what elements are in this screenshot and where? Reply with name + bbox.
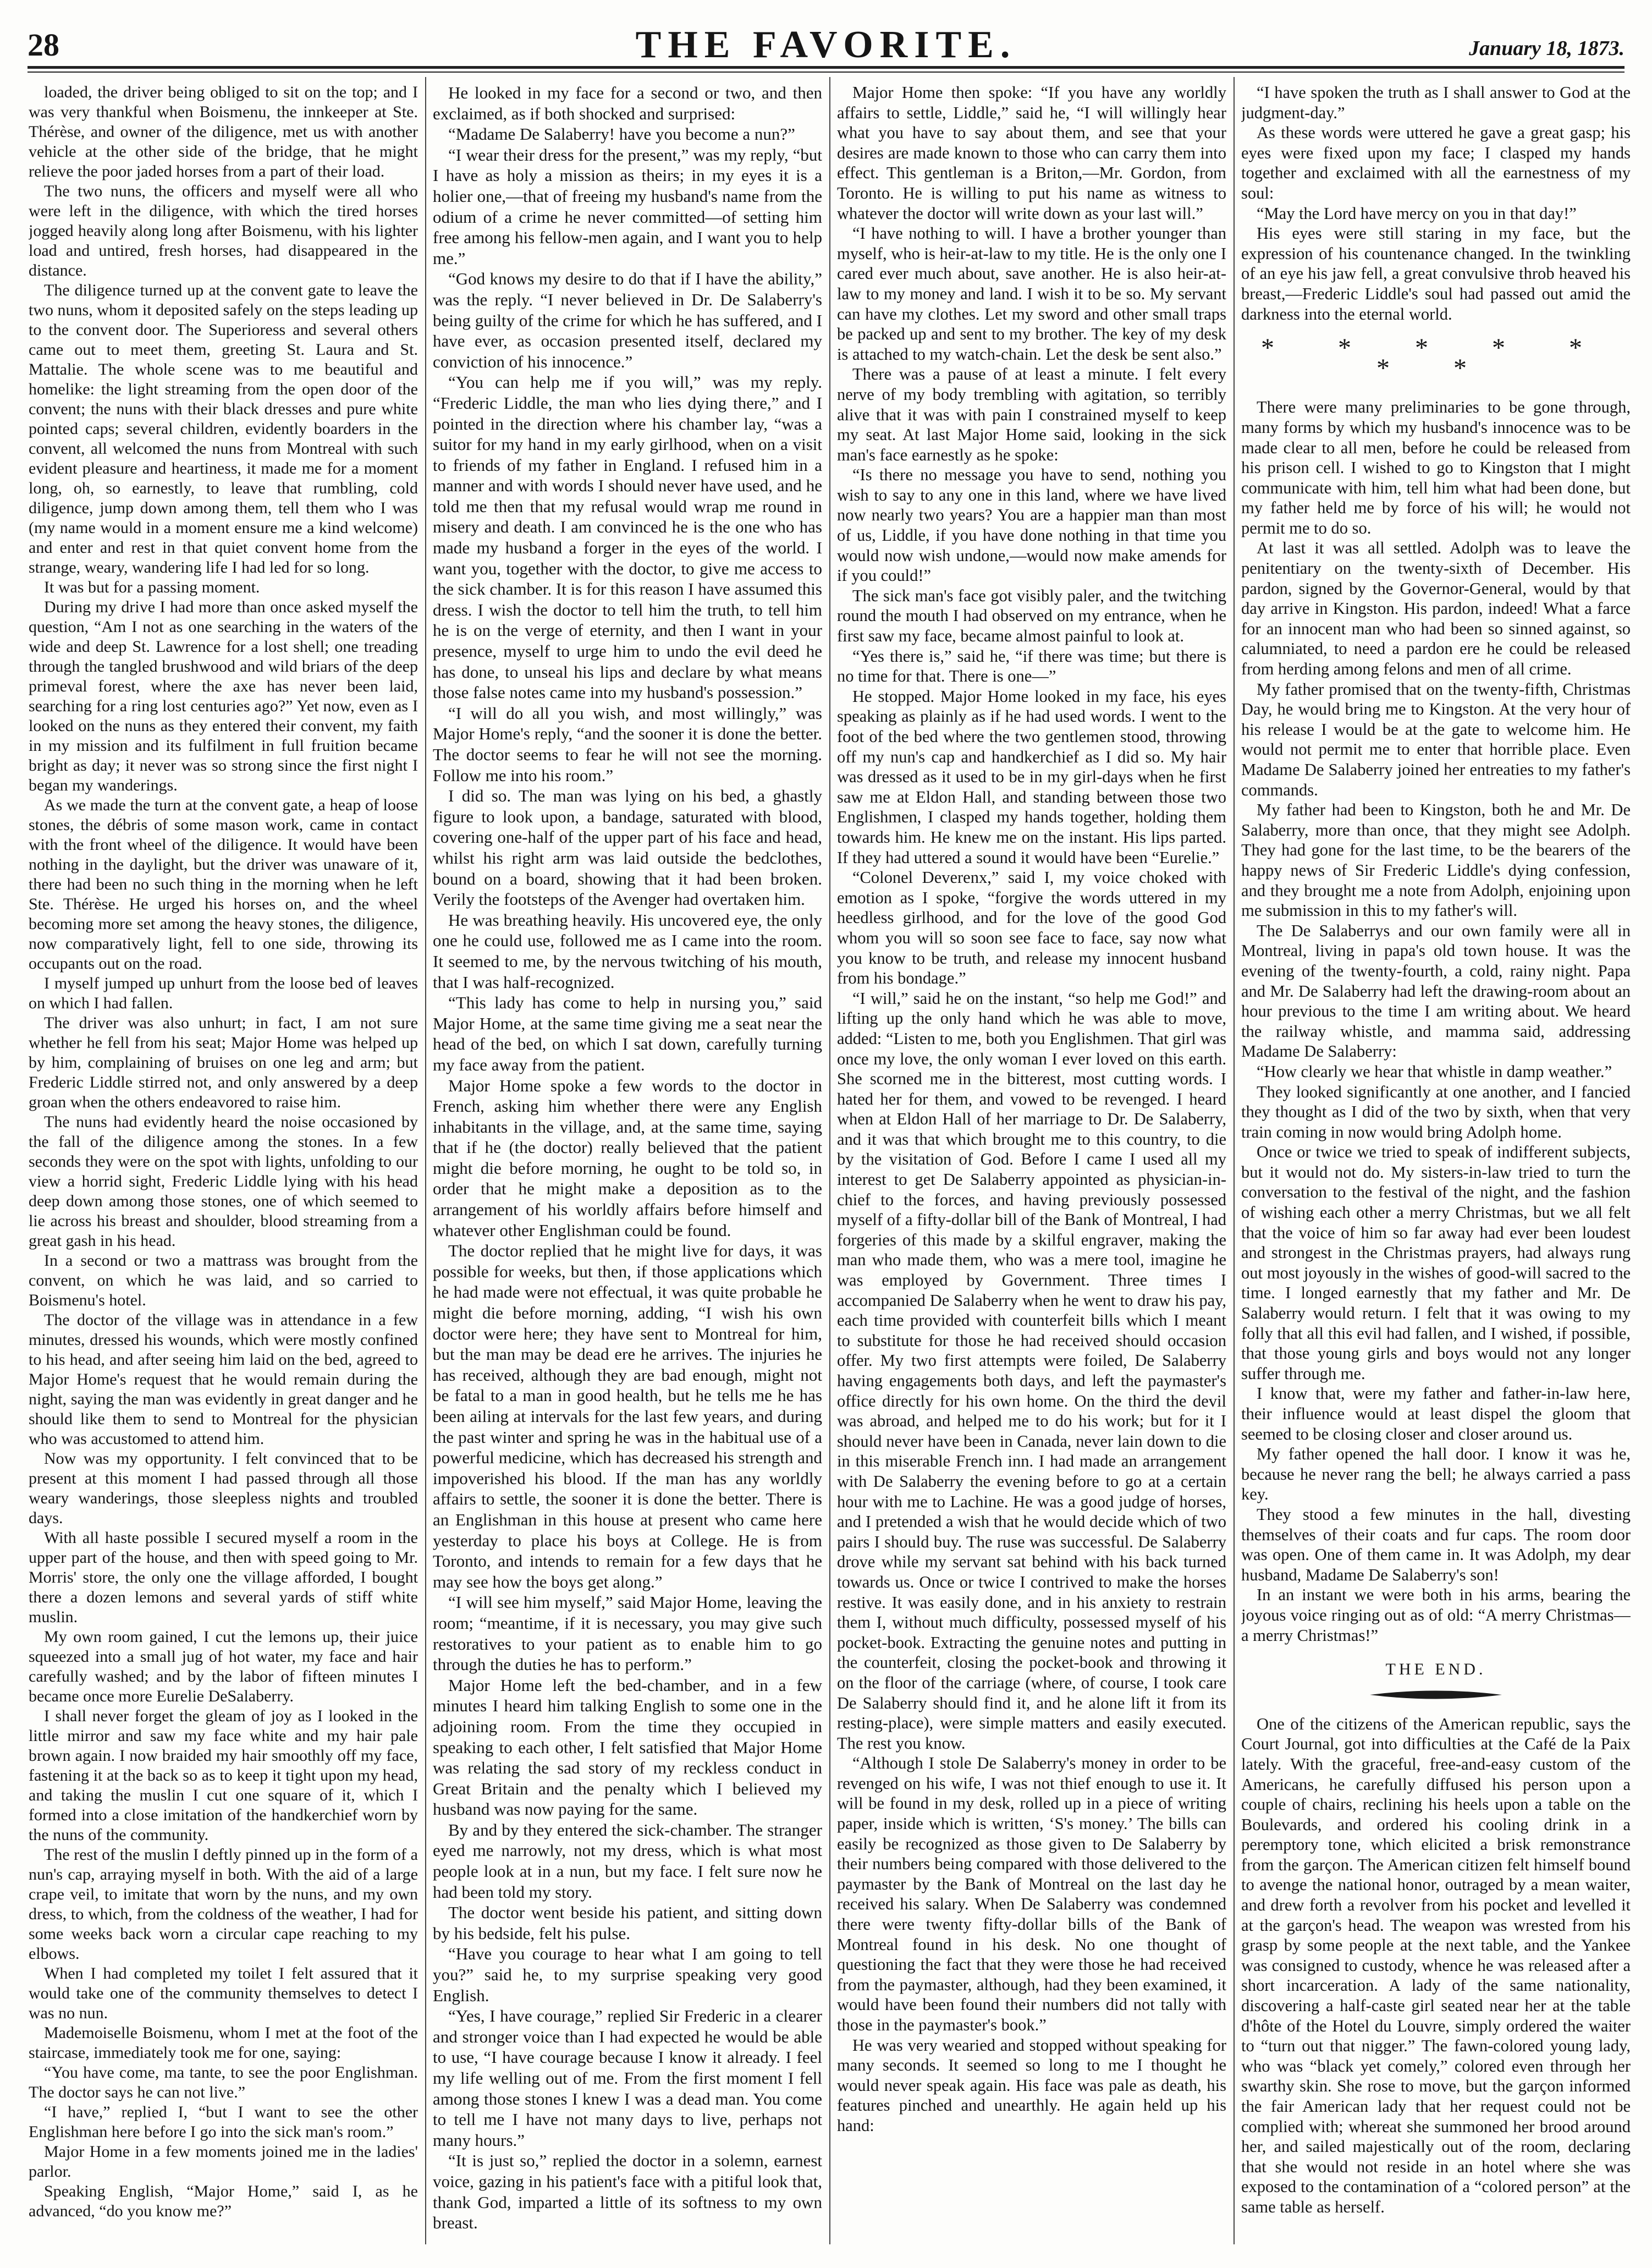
paragraph: “Yes, I have courage,” replied Sir Frederic in a clearer and stronger voice than I had expected he would be able to use, “I have courage because I know it already. I feel my life welling out of me. From the first moment I fell among those stones I knew I was a dead man. You come to tell me I have not many days to live, perhaps not many hours.” — [433, 2006, 822, 2150]
anecdote-article — [1241, 1714, 1631, 2217]
paragraph: The nuns had evidently heard the noise occasioned by the fall of the diligence among the stones. In a few seconds they were on the spot with lights, unfolding to our view a horrid sight, Frederic Liddle lying with his head deep down among those stones, one of which seemed to lie across his breast and shoulder, blood streaming from a great gash in his head. — [29, 1113, 418, 1250]
paragraph: “You can help me if you will,” was my reply. “Frederic Liddle, the man who lies dying there,” and I pointed in the direction where his chamber lay, “was a suitor for my hand in my early girlhood, when on a visit to friends of my father in England. I refused him in a manner and with words I should never have used, and he told me then that my refusal would wrap me round in misery and death. I am convinced he is the one who has made my husband a forger in the eyes of the world. I want you, together with the doctor, to give me access to the sick chamber. It is for this reason I have assumed this dress. I wish the doctor to tell him the truth, to tell him he is on the verge of eternity, and then I want in your presence, myself to urge him to undo the evil deed he has done, to unseal his lips and declare by what means those false notes came into my husband's possession.” — [433, 372, 822, 702]
story-conclusion — [1241, 83, 1631, 324]
paragraph: The two nuns, the officers and myself were all who were left in the diligence, with which the tired horses jogged heavily along long after Boismenu, with his lighter load and untired, fresh horses, had disappeared in the distance. — [29, 182, 418, 279]
paragraph: I shall never forget the gleam of joy as I looked in the little mirror and saw my face white and my hair pale brown again. I now braided my hair smoothly off my face, fastening it at the back so as to keep it tight upon my head, and taking the muslin I cut one square of it, which I formed into a close imitation of the handkerchief worn by the nuns of the community. — [29, 1707, 418, 1844]
paragraph: Major Home spoke a few words to the doctor in French, asking him whether there were any English inhabitants in the village, and, at the same time, saying that if he (the doctor) really believed that the patient might die before morning, he ought to be told so, in order that he might make a deposition as to the arrangement of his worldly affairs before himself and whatever other Englishman could be found. — [433, 1075, 822, 1240]
paragraph: “Colonel Deverenx,” said I, my voice choked with emotion as I spoke, “forgive the words uttered in my heedless girlhood, and for the love of the good God whom you will so soon see face to face, say now what you know to be truth, and release my innocent husband from his bondage.” — [837, 868, 1226, 988]
paragraph: He was very wearied and stopped without speaking for many seconds. It seemed so long to me I thought he would never speak again. His face was pale as death, his features pinched and unearthly. He again held up his hand: — [837, 2035, 1226, 2135]
paragraph: loaded, the driver being obliged to sit on the top; and I was very thankful when Boismenu, the innkeeper at Ste. Thérèse, and owner of the diligence, met us with another vehicle at the other side of the bridge, that he might relieve the poor jaded horses from a part of their load. — [29, 83, 418, 180]
paragraph: I know that, were my father and father-in-law here, their influence would at least dispel the gloom that seemed to be closing closer and closer around us. — [1241, 1384, 1631, 1443]
paragraph: Mademoiselle Boismenu, whom I met at the foot of the staircase, immediately took me for one, saying: — [29, 2024, 418, 2062]
paragraph: By and by they entered the sick-chamber. The stranger eyed me narrowly, not my dress, which is what most people look at in a nun, but my face. I felt sure now he had been told my story. — [433, 1820, 822, 1902]
paragraph: Major Home in a few moments joined me in the ladies' parlor. — [29, 2143, 418, 2181]
ornament-rule-icon — [1364, 1688, 1507, 1702]
paragraph: During my drive I had more than once asked myself the question, “Am I not as one searching in the waters of the wide and deep St. Lawrence for a lost shell; one treading through the tangled brushwood and wild briars of the deep primeval forest, where the axe has never been laid, searching for a ring lost centuries ago?” Yet now, even as I looked on the nuns as they entered their convent, my faith in my mission and its fulfilment in full fruition became bright as day; it never was so strong since the first night I began my wanderings. — [29, 598, 418, 794]
paragraph: The sick man's face got visibly paler, and the twitching round the mouth I had observed on my entrance, when he first saw my face, became almost painful to look at. — [837, 586, 1226, 646]
paragraph: When I had completed my toilet I felt assured that it would take one of the community themselves to detect I was no nun. — [29, 1964, 418, 2022]
paragraph: The rest of the muslin I deftly pinned up in the form of a nun's cap, arraying myself in both. With the aid of a large crape veil, to imitate that worn by the nuns, and my own dress, to which, from the coldness of the weather, I had for some weeks back worn a circular cape reaching to my elbows. — [29, 1846, 418, 1963]
paragraph: At last it was all settled. Adolph was to leave the penitentiary on the twenty-sixth of December. His pardon, signed by the Governor-General, would by that day arrive in Kingston. His pardon, indeed! What a farce for an innocent man who had been so sinned against, so calumniated, to need a pardon ere he could be released from herding among felons and men of all crime. — [1241, 539, 1631, 679]
column-1 — [29, 83, 418, 2244]
paragraph: He was breathing heavily. His uncovered eye, the only one he could use, followed me as I came into the room. It seemed to me, by the nervous twitching of his mouth, that I was half-recognized. — [433, 910, 822, 992]
paragraph: “You have come, ma tante, to see the poor Englishman. The doctor says he can not live.” — [29, 2063, 418, 2101]
paragraph: “I will,” said he on the instant, “so help me God!” and lifting up the only hand which he was able to move, added: “Listen to me, both you Englishmen. That girl was once my love, the only woman I ever loved on this earth. She scorned me in the bitterest, most cutting words. I hated her for them, and vowed to be revenged. I heard when at Eldon Hall of her marriage to Dr. De Salaberry, and it was that which brought me to this country, to die by the visitation of God. Before I came I used all my interest to get De Salaberry appointed as physician-in-chief to the forces, and having previously possessed myself of a fifty-dollar bill of the Bank of Montreal, I had forgeries of this made by a skilful engraver, making the man who made them, who was a mere tool, imagine he was employed by Government. Three times I accompanied De Salaberry when he went to draw his pay, each time provided with counterfeit bills which I meant to substitute for those he had received should occasion offer. My two first attempts were foiled, De Salaberry having engagements both days, and left the paymaster's office directly for his own home. On the third the devil was abroad, and helped me to do his work; but for it I should never have been in Canada, never lain down to die in this miserable French inn. I had made an arrangement with De Salaberry the evening before to go at a certain hour with me to Lachine. He was a good judge of horses, and I pretended a wish that he would decide which of two pairs I should buy. The ruse was successful. De Salaberry drove while my servant sat behind with his back turned towards us. Once or twice I contrived to make the horses restive. It was easily done, and in his anxiety to restrain them I, without much difficulty, possessed myself of his pocket-book. Extracting the genuine notes and putting in the counterfeit, closing the pocket-book and throwing it on the floor of the carriage (where, of course, I took care De Salaberry should find it, and he alone lift it from its resting-place), were simple matters and easily executed. The rest you know. — [837, 989, 1226, 1753]
paragraph: “I will see him myself,” said Major Home, leaving the room; “meantime, if it is necessary, you may give such restoratives to your patient as to enable him to go through the duties he has to perform.” — [433, 1592, 822, 1674]
issue-date: January 18, 1873. — [1469, 37, 1625, 60]
the-end-label: THE END. — [1385, 1660, 1486, 1679]
column-divider — [425, 77, 426, 2244]
paragraph: “God knows my desire to do that if I have the ability,” was the reply. “I never believed in Dr. De Salaberry's being guilty of the crime for which he has suffered, and I have ever, as occasion presented itself, declared my conviction of his innocence.” — [433, 269, 822, 371]
header-rule-thin — [27, 72, 1625, 73]
paragraph: They stood a few minutes in the hall, divesting themselves of their coats and fur caps. The room door was open. One of them came in. It was Adolph, my dear husband, Madame De Salaberry's son! — [1241, 1504, 1631, 1584]
paragraph: He looked in my face for a second or two, and then exclaimed, as if both shocked and surprised: — [433, 83, 822, 123]
paragraph: “It is just so,” replied the doctor in a solemn, earnest voice, gazing in his patient's face with a pitiful look that, thank God, imparted a little of its softness to my own breast. — [433, 2151, 822, 2233]
paragraph: He stopped. Major Home looked in my face, his eyes speaking as plainly as if he had used words. I went to the foot of the bed where the two gentlemen stood, throwing off my nun's cap and handkerchief as I did so. My hair was dressed as it used to be in my girl-days when he first saw me at Eldon Hall, and standing between those two Englishmen, I clasped my hands together, holding them towards him. He knew me on the instant. His lips parted. If they had uttered a sound it would have been “Eurelie.” — [837, 687, 1226, 867]
paragraph: Once or twice we tried to speak of indifferent subjects, but it would not do. My sisters-in-law tried to turn the conversation to the festival of the night, and the fashion of wishing each other a merry Christmas, but we all felt that the voice of him so far away had ever been loudest and strongest in the Christmas prayers, had always rung out most joyously in the wishes of good-will sacred to the time. I longed earnestly that my father and Mr. De Salaberry would return. I felt that it was owing to my folly that all this evil had fallen, and I wished, if possible, that those young girls and boys would not any longer suffer through me. — [1241, 1143, 1631, 1383]
paragraph: One of the citizens of the American republic, says the Court Journal, got into difficulties at the Café de la Paix lately. With the graceful, free-and-easy custom of the Americans, he carefully diffused his person upon a couple of chairs, reclining his heels upon a table on the Boulevards, and ordered his cooling drink in a peremptory tone, which elicited a brisk remonstrance from the garçon. The American citizen felt himself bound to avenge the national honor, outraged by a mean waiter, and drew forth a revolver from his pocket and levelled it at the garçon's head. The weapon was wrested from his grasp by some people at the next table, and the Yankee was consigned to custody, whence he was released after a short incarceration. A lady of the same nationality, discovering a half-caste girl seated near her at the table d'hôte of the Hotel du Louvre, simply ordered the waiter to “turn out that nigger.” The fawn-colored young lady, who was “black yet comely,” colored even through her swarthy skin. She rose to move, but the garçon informed the fair American lady that her request could not be complied with; whereat she summoned her brood around her, and sailed majestically out of the room, declaring that she would not reside in an hotel where she was exposed to the contamination of a “colored person” at the same table as herself. — [1241, 1714, 1631, 2216]
paragraph: Speaking English, “Major Home,” said I, as he advanced, “do you know me?” — [29, 2182, 418, 2220]
page-number: 28 — [27, 27, 59, 63]
section-break-stars: * * * * * * * — [1261, 333, 1611, 383]
paragraph: “Madame De Salaberry! have you become a nun?” — [448, 124, 795, 144]
paragraph: “I will do all you wish, and most willingly,” was Major Home's reply, “and the sooner it is done the better. The doctor seems to fear he will not see the morning. Follow me into his room.” — [433, 703, 822, 785]
paragraph: There were many preliminaries to be gone through, many forms by which my husband's innocence was to be made clear to all men, before he could be released from his prison cell. I wished to go to Kingston that I might communicate with him, tell him what had been done, but my father held me by force of his will; he would not permit me to do so. — [1241, 398, 1631, 537]
paragraph: His eyes were still staring in my face, but the expression of his countenance changed. In the twinkling of an eye his jaw fell, a great convulsive throb heaved his breast,—Frederic Liddle's soul had passed out amid the darkness into the eternal world. — [1241, 224, 1631, 323]
paragraph: The De Salaberrys and our own family were all in Montreal, living in papa's old town house. It was the evening of the twenty-fourth, a cold, rainy night. Papa and Mr. De Salaberry had left the drawing-room about an hour previous to the time I am writing about. We heard the railway whistle, and mamma said, addressing Madame De Salaberry: — [1241, 921, 1631, 1061]
paragraph: My father promised that on the twenty-fifth, Christmas Day, he would bring me to Kingston. At the very hour of his release I would be at the gate to welcome him. He would not permit me to enter that horrible place. Even Madame De Salaberry joined her entreaties to my father's commands. — [1241, 679, 1631, 799]
paragraph: My father opened the hall door. I know it was he, because he never rang the bell; he always carried a pass key. — [1241, 1445, 1631, 1504]
column-divider — [829, 77, 830, 2244]
paragraph: “Although I stole De Salaberry's money in order to be revenged on his wife, I was not thief enough to use it. It will be found in my desk, rolled up in a piece of writing paper, inside which is written, ‘S's money.’ The bills can easily be recognized as those given to De Salaberry by their numbers being compared with those delivered to the paymaster by the Bank of Montreal on the last day he received his salary. When De Salaberry was condemned there were twenty fifty-dollar bills of the Bank of Montreal found in his desk. No one thought of questioning the fact that they were those he had received from the paymaster, although, had they been examined, it would have been found their numbers did not tally with those in the paymaster's book.” — [837, 1754, 1226, 2034]
paragraph: My own room gained, I cut the lemons up, their juice squeezed into a small jug of hot water, my face and hair carefully washed; and by the labor of fifteen minutes I became once more Eurelie DeSalaberry. — [29, 1628, 418, 1705]
paragraph: “I wear their dress for the present,” was my reply, “but I have as holy a mission as theirs; in my eyes it is a holier one,—that of freeing my husband's name from the odium of a crime he never committed—of setting him free among his fellow-men again, and I want you to help me.” — [433, 145, 822, 268]
paragraph: “May the Lord have mercy on you in that day!” — [1257, 204, 1577, 223]
paragraph: The doctor replied that he might live for days, it was possible for weeks, but then, if those applications which he had made were not effectual, it was quite probable he might die before morning, adding, “I wish his own doctor were here; they have sent to Montreal for him, but the man may be dead ere he arrives. The injuries he has received, although they are bad enough, might not be fatal to a man in good health, but he tells me he has been ailing at intervals for the last few years, and during the past winter and spring he was in the habitual use of a powerful medicine, which has decreased his strength and impoverished his blood. If the man has any worldly affairs to settle, the sooner it is done the better. There is an Englishman in this house at present who came here yesterday to place his boys at College. He is from Toronto, and intends to remain for a few days that he may see how the boys get along.” — [433, 1241, 822, 1591]
paragraph: They looked significantly at one another, and I fancied they thought as I did of the two by sixth, when that very train coming in now would bring Adolph home. — [1241, 1082, 1631, 1141]
paragraph: The doctor of the village was in attendance in a few minutes, dressed his wounds, which were mostly confined to his head, and after seeing him laid on the bed, agreed to Major Home's request that he would remain during the night, saying the man was evidently in great danger and he should like them to send to Montreal for the physician who was accustomed to attend him. — [29, 1311, 418, 1448]
paragraph: “I have nothing to will. I have a brother younger than myself, who is heir-at-law to my title. He is the only one I cared ever much about, save another. He is also heir-at-law to my money and land. I wish it to be so. My servant can have my clothes. Let my sword and other small traps be packed up and sent to my brother. The key of my desk is attached to my watch-chain. Let the desk be sent also.” — [837, 224, 1226, 364]
paragraph: “How clearly we hear that whistle in damp weather.” — [1257, 1062, 1612, 1081]
paragraph: Major Home then spoke: “If you have any worldly affairs to settle, Liddle,” said he, “I will willingly hear what you have to say about them, and see that your desires are made known to those who can carry them into effect. This gentleman is a Briton,—Mr. Gordon, from Toronto. He is willing to put his name as witness to whatever the doctor will write down as your last will.” — [837, 83, 1226, 223]
column-3 — [837, 83, 1226, 2244]
paragraph: The driver was also unhurt; in fact, I am not sure whether he fell from his seat; Major Home was helped up by him, complaining of bruises on one leg and arm; but Frederic Liddle stirred not, and only answered by a deep groan when the others endeavored to raise him. — [29, 1014, 418, 1111]
paragraph: Now was my opportunity. I felt convinced that to be present at this moment I had passed through all those weary wanderings, those sleepless nights and troubled days. — [29, 1449, 418, 1527]
paragraph: “I have spoken the truth as I shall answer to God at the judgment-day.” — [1241, 83, 1631, 122]
paragraph: “Have you courage to hear what I am going to tell you?” said he, to my surprise speaking very good English. — [433, 1944, 822, 2005]
column-divider — [1234, 77, 1235, 2244]
paragraph: There was a pause of at least a minute. I felt every nerve of my body trembling with agitation, so terribly alive that it was with pain I constrained myself to keep my seat. At last Major Home said, looking in the sick man's face earnestly as he spoke: — [837, 365, 1226, 464]
paragraph: “Yes there is,” said he, “if there was time; but there is no time for that. There is one—” — [837, 646, 1226, 686]
column-4 — [1241, 83, 1631, 2244]
page-header — [27, 26, 1625, 65]
paragraph: As we made the turn at the convent gate, a heap of loose stones, the débris of some mason work, came in contact with the front wheel of the diligence. It would have been nothing in the daylight, but the driver was unaware of it, there had been no such thing in the morning when he left Ste. Thérèse. He urged his horses on, and the wheel becoming more set among the heavy stones, the diligence, now comparatively light, fell to one side, throwing its occupants out on the road. — [29, 796, 418, 973]
paragraph: I myself jumped up unhurt from the loose bed of leaves on which I had fallen. — [29, 974, 418, 1012]
story-epilogue — [1241, 397, 1631, 1645]
header-rule — [27, 66, 1625, 69]
paragraph: “I have,” replied I, “but I want to see the other Englishman here before I go into the sick man's room.” — [29, 2103, 418, 2141]
masthead-title: THE FAVORITE. — [635, 24, 1017, 66]
paragraph: My father had been to Kingston, both he and Mr. De Salaberry, more than once, that they might see Adolph. They had gone for the last time, to be the bearers of the happy news of Sir Frederic Liddle's dying confession, and they brought me a note from Adolph, enjoining upon me submission in this to my father's will. — [1241, 800, 1631, 920]
paragraph: With all haste possible I secured myself a room in the upper part of the house, and then with speed going to Mr. Morris' store, the only one the village afforded, I bought there a dozen lemons and several yards of stiff white muslin. — [29, 1529, 418, 1626]
paragraph: The diligence turned up at the convent gate to leave the two nuns, whom it deposited safely on the steps leading up to the convent door. The Superioress and several others came out to meet them, greeting St. Laura and St. Mattalie. The whole scene was to me beautiful and homelike: the light streaming from the open door of the convent; the nuns with their black dresses and pure white pointed caps; several children, evidently boarders in the convent, all welcomed the nuns from Montreal with such evident pleasure and heartiness, it made me for a moment long, oh, so earnestly, to leave that rumbling, cold diligence, jump down among them, tell them who I was (my name would in a moment ensure me a kind welcome) and enter and rest in that quiet convent home from the strange, weary, wandering life I had led for so long. — [29, 281, 418, 576]
paragraph: Major Home left the bed-chamber, and in a few minutes I heard him talking English to some one in the adjoining room. From the time they occupied in speaking to each other, I felt satisfied that Major Home was relating the sad story of my reckless conduct in Great Britain and the penalty which I believed my husband was now paying for the same. — [433, 1675, 822, 1819]
paragraph: “Is there no message you have to send, nothing you wish to say to any one in this land, where we have lived now nearly two years? You are a happier man than most of us, Liddle, if you have done nothing in that time you would now wish undone,—would now make amends for if you could!” — [837, 465, 1226, 585]
paragraph: As these words were uttered he gave a great gasp; his eyes were fixed upon my face; I clasped my hands together and exclaimed with all the earnestness of my soul: — [1241, 123, 1631, 202]
paragraph: The doctor went beside his patient, and sitting down by his bedside, felt his pulse. — [433, 1903, 822, 1943]
column-2 — [433, 83, 822, 2244]
paragraph: I did so. The man was lying on his bed, a ghastly figure to look upon, a bandage, saturated with blood, covering one-half of the upper part of his face and head, whilst his right arm was laid outside the bedclothes, bound on a board, showing that it had been broken. Verily the footsteps of the Avenger had overtaken him. — [433, 786, 822, 909]
paragraph: It was but for a passing moment. — [44, 578, 260, 596]
paragraph: “This lady has come to help in nursing you,” said Major Home, at the same time giving me a seat near the head of the bed, on which I sat down, carefully turning my face away from the patient. — [433, 993, 822, 1074]
paragraph: In an instant we were both in his arms, bearing the joyous voice ringing out as of old: “A merry Christmas—a merry Christmas!” — [1241, 1585, 1631, 1645]
paragraph: In a second or two a mattrass was brought from the convent, on which he was laid, and so carried to Boismenu's hotel. — [29, 1251, 418, 1309]
